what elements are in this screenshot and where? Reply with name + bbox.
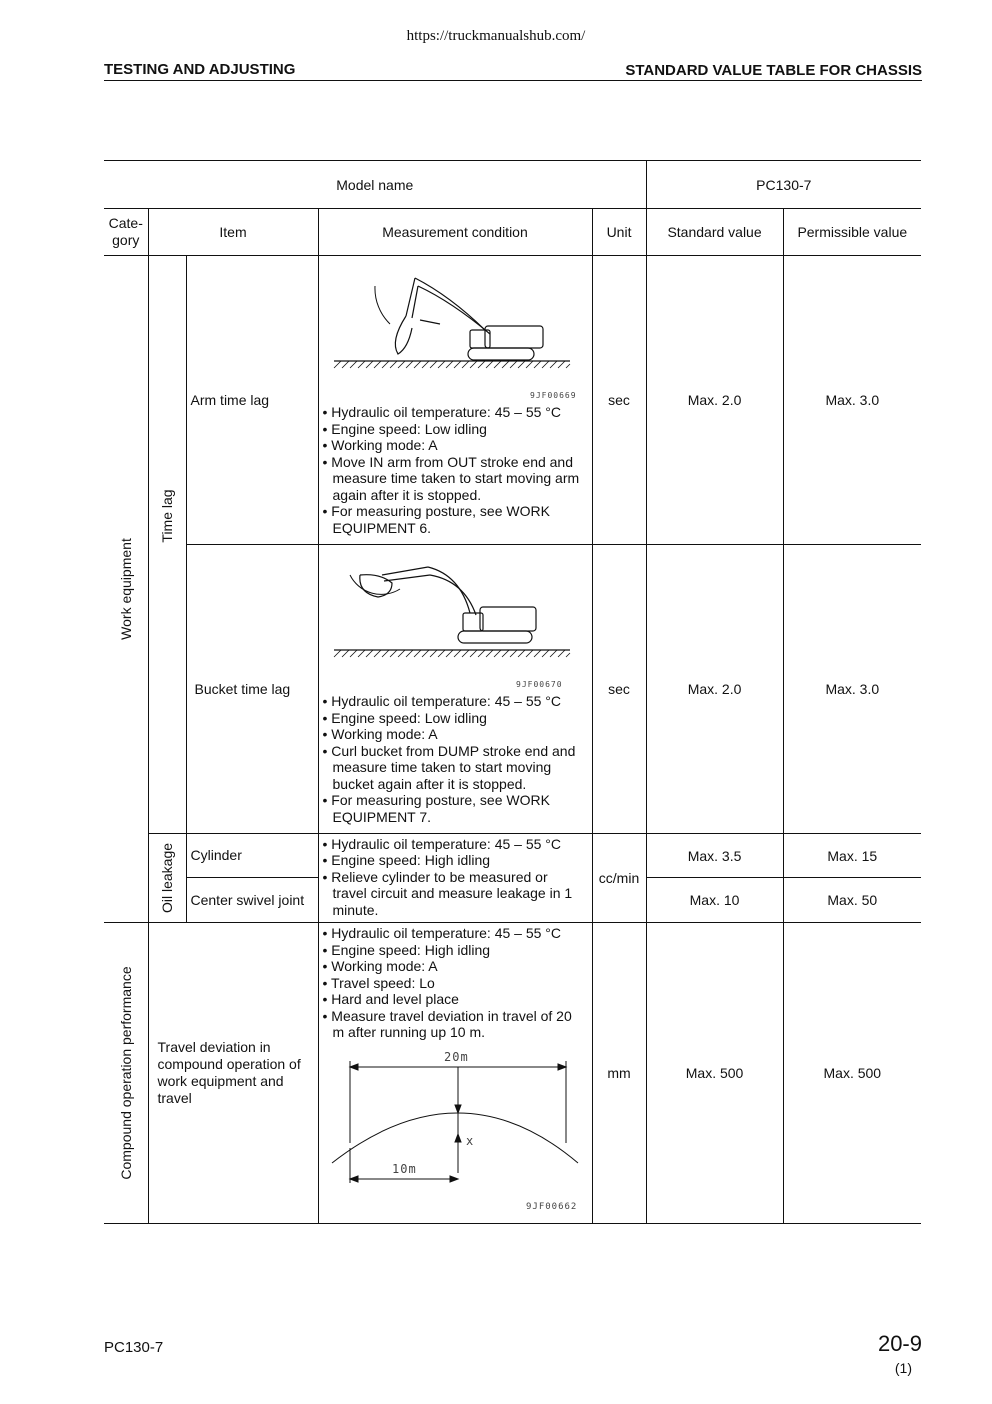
col-condition: Measurement condition	[318, 209, 592, 256]
source-url[interactable]: https://truckmanualshub.com/	[406, 28, 586, 44]
unit-leakage: cc/min	[592, 834, 646, 923]
permissible-bucket: Max. 3.0	[783, 545, 921, 834]
item-cylinder: Cylinder	[186, 834, 318, 878]
page-title: STANDARD VALUE TABLE FOR CHASSIS	[625, 62, 922, 79]
col-permissible: Permissible value	[783, 209, 921, 256]
figure-id: 9JF00669	[530, 391, 577, 400]
standard-bucket: Max. 2.0	[646, 545, 783, 834]
page-number: 20-9	[877, 1331, 922, 1356]
item-travel-deviation: Travel deviation in compound operation of work equipment and travel	[148, 923, 318, 1224]
subcategory-time-lag: Time lag	[148, 256, 186, 834]
model-value: PC130-7	[646, 161, 921, 209]
figure-label-20m: 20m	[444, 1049, 469, 1064]
model-name-label: Model name	[104, 161, 646, 209]
col-standard: Standard value	[646, 209, 783, 256]
travel-condition-list: • Hydraulic oil temperature: 45 – 55 °C • Engine speed: High idling • Working mode: A • Travel speed: Lo • Hard and level place • Measure travel deviation in travel of 20 m after running up 10 m.	[319, 923, 592, 1043]
arm-condition-list: • Hydraulic oil temperature: 45 – 55 °C • Engine speed: Low idling • Working mode: A • Move IN arm from OUT stroke end and measure time taken to start moving arm again after it is stopped. • For measuring posture, see WORK EQUIPMENT 6.	[319, 404, 592, 538]
category-work-equipment: Work equipment	[104, 256, 148, 923]
permissible-travel: Max. 500	[783, 923, 921, 1224]
standard-swivel: Max. 10	[646, 878, 783, 923]
travel-deviation-figure	[320, 1043, 590, 1223]
figure-label-x: x	[466, 1133, 475, 1148]
figure-id: 9JF00662	[526, 1201, 578, 1212]
item-bucket-time-lag: Bucket time lag	[186, 545, 318, 834]
unit-bucket: sec	[592, 545, 646, 834]
section-title: TESTING AND ADJUSTING	[104, 61, 296, 78]
permissible-swivel: Max. 50	[783, 878, 921, 923]
header-rule	[104, 80, 922, 81]
subcategory-oil-leakage: Oil leakage	[148, 834, 186, 923]
item-arm-time-lag: Arm time lag	[186, 256, 318, 545]
unit-arm: sec	[592, 256, 646, 545]
leakage-condition-list: • Hydraulic oil temperature: 45 – 55 °C • Engine speed: High idling • Relieve cylinder to be measured or travel circuit and measure leakage in 1 minute.	[319, 836, 592, 921]
permissible-cylinder: Max. 15	[783, 834, 921, 878]
standard-travel: Max. 500	[646, 923, 783, 1224]
figure-label-10m: 10m	[392, 1161, 417, 1176]
condition-arm	[318, 256, 592, 545]
category-compound-operation: Compound operation performance	[104, 923, 148, 1224]
col-unit: Unit	[592, 209, 646, 256]
page-revision: (1)	[894, 1360, 912, 1376]
condition-bucket	[318, 545, 592, 834]
unit-travel: mm	[592, 923, 646, 1224]
excavator-arm-figure	[320, 256, 590, 404]
condition-travel	[318, 923, 592, 1224]
standard-arm: Max. 2.0	[646, 256, 783, 545]
standard-value-table	[104, 160, 921, 1224]
figure-id: 9JF00670	[516, 680, 563, 689]
permissible-arm: Max. 3.0	[783, 256, 921, 545]
excavator-bucket-figure	[320, 545, 590, 693]
col-item: Item	[148, 209, 318, 256]
bucket-condition-list: • Hydraulic oil temperature: 45 – 55 °C • Engine speed: Low idling • Working mode: A • Curl bucket from DUMP stroke end and measure time taken to start moving bucket again after it is stopped. • For measuring posture, see WORK EQUIPMENT 7.	[319, 693, 592, 827]
condition-leakage	[318, 834, 592, 923]
standard-cylinder: Max. 3.5	[646, 834, 783, 878]
col-category: Cate- gory	[104, 209, 148, 256]
footer-model: PC130-7	[104, 1339, 164, 1356]
item-center-swivel-joint: Center swivel joint	[186, 878, 318, 923]
